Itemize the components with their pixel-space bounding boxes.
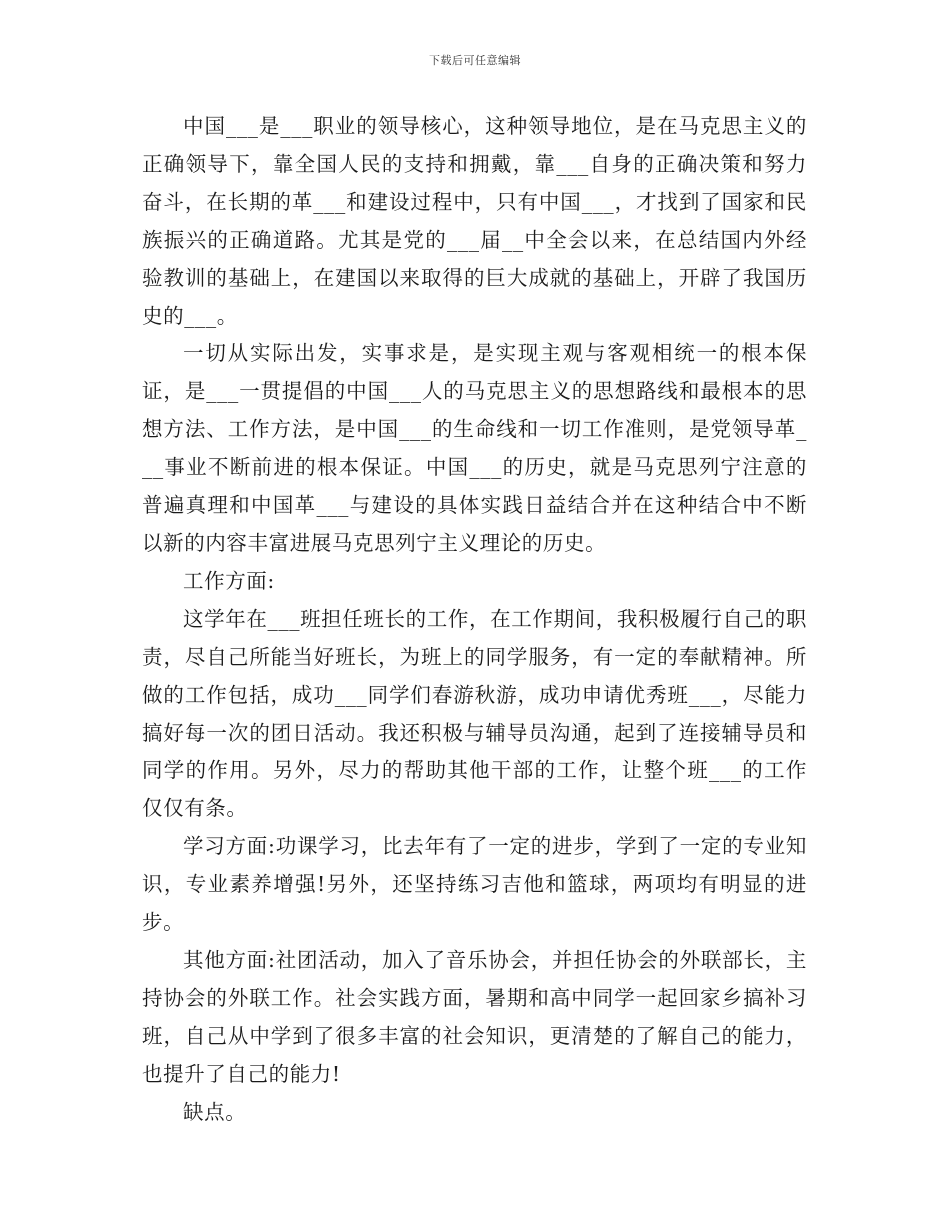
paragraph-other: 其他方面:社团活动，加入了音乐协会，并担任协会的外联部长，主持协会的外联工作。社会实践方面，暑期和高中同学一起回家乡搞补习班，自己从中学到了很多丰富的社会知识，更清楚的了解自己的能力，也提升了自己的能力! (142, 947, 807, 1086)
document-body (142, 108, 807, 1131)
paragraph-seek-truth: 一切从实际出发，实事求是，是实现主观与客观相统一的根本保证，是___一贯提倡的中国___人的马克思主义的思想路线和最根本的思想方法、工作方法，是中国___的生命线和一切工作准则，是党领导革___事业不断前进的根本保证。中国___的历史，就是马克思列宁注意的普遍真理和中国革___与建设的具体实践日益结合并在这种结合中不断以新的内容丰富进展马克思列宁主义理论的历史。 (142, 341, 807, 555)
paragraph-study: 学习方面:功课学习，比去年有了一定的进步，学到了一定的专业知识，专业素养增强!另外，还坚持练习吉他和篮球，两项均有明显的进步。 (142, 834, 807, 935)
paragraph-work-details: 这学年在___班担任班长的工作，在工作期间，我积极履行自己的职责，尽自己所能当好班长，为班上的同学服务，有一定的奉献精神。所做的工作包括，成功___同学们春游秋游，成功申请优秀班___，尽能力搞好每一次的团日活动。我还积极与辅导员沟通，起到了连接辅导员和同学的作用。另外，尽力的帮助其他干部的工作，让整个班___的工作仅仅有条。 (142, 606, 807, 821)
paragraph-shortcomings: 缺点。 (183, 1099, 247, 1124)
page-header: 下载后可任意编辑 (429, 54, 521, 67)
paragraph-party-leadership: 中国___是___职业的领导核心，这种领导地位，是在马克思主义的正确领导下，靠全国人民的支持和拥戴，靠___自身的正确决策和努力奋斗，在长期的革___和建设过程中，只有中国___，才找到了国家和民族振兴的正确道路。尤其是党的___届__中全会以来，在总结国内外经验教训的基础上，在建国以来取得的巨大成就的基础上，开辟了我国历史的___。 (142, 114, 807, 328)
paragraph-work-heading: 工作方面: (183, 568, 275, 593)
